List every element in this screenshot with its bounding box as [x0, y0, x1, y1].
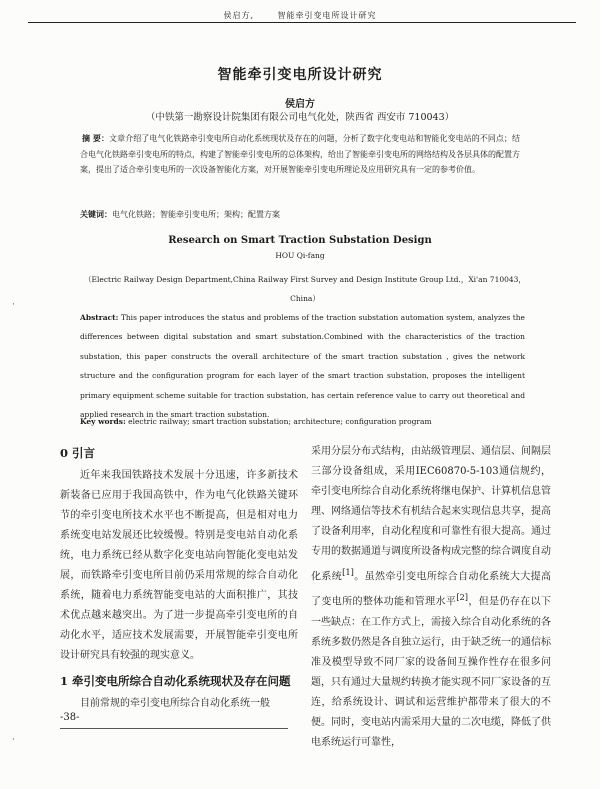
right-paragraph	[311, 442, 551, 753]
running-header-author: 侯启方,	[223, 11, 254, 20]
right-text-3: ，但是仍存在以下一些缺点：在工作方式上，需接入综合自动化系统的各系统多数仍然是各自独立运行，由于缺乏统一的通信标准及模型导致不同厂家的设备间互操作性存在很多问题，只有通过大量规约转换才能实现不同厂家设备的互连，给系统设计、调试和运营维护都带来了很大的不便。同时，变电站内需采用大量的二次电缆，降低了供电系统运行可靠性，	[311, 596, 552, 748]
abstract-en-text: This paper introduces the status and problems of the traction substation automation system, analyzes the differences between digital substation and smart substation.Combined with the characteristics of the traction substation, this paper constructs the overall architecture of the smart traction substation , gives the network structure and the configuration program for each layer of the smart traction substation, proposes the intelligent primary equipment scheme suitable for traction substation, has certain reference value to carry out theoretical and applied research in the smart traction substation.	[80, 313, 526, 420]
affiliation: （中铁第一勘察设计院集团有限公司电气化处，陕西省 西安市 710043）	[145, 112, 455, 123]
english-title: Research on Smart Traction Substation Design	[168, 235, 432, 246]
abstract-cn	[80, 131, 520, 178]
english-affiliation: （Electric Railway Design Department,China Railway First Survey and Design Institute Group Ltd.，Xi'an 710043，China）	[84, 275, 526, 303]
keywords-en-label: Key words:	[80, 417, 126, 426]
section-heading-intro: 0 引言	[60, 446, 96, 460]
body-right-column	[311, 442, 551, 753]
section-heading-1: 1 牵引变电所综合自动化系统现状及存在问题	[60, 674, 291, 688]
intro-paragraph: 近年来我国铁路技术发展十分迅速，许多新技术新装备已应用于我国高铁中，作为电气化铁路关键环节的牵引变电所技术水平也不断提高，但是相对电力系统变电站发展还比较缓慢。特别是变电站自动化系统，电力系统已经从数字化变电站向智能化变电站发展，而铁路牵引变电所目前仍采用常规的综合自动化系统，随着电力系统智能变电站的大面积推广，其技术优点越来越突出。为了进一步提高牵引变电所的自动化水平，适应技术发展需要，开展智能牵引变电所设计研究具有较强的现实意义。	[60, 470, 298, 661]
keywords-cn	[80, 209, 520, 220]
abstract-cn-label: 摘 要：	[82, 133, 110, 143]
page-number: -38-	[60, 712, 80, 723]
abstract-cn-text: 文章介绍了电气化铁路牵引变电所自动化系统现状及存在的问题，分析了数字化变电站和智能化变电站的不同点；结合电气化铁路牵引变电所的特点，构建了智能牵引变电所的总体架构，给出了智能牵引变电所的网络结构及各层具体的配置方案，提出了适合牵引变电所的一次设备智能化方案，对开展智能牵引变电所理论及应用研究具有一定的参考价值。	[80, 134, 520, 174]
english-author: HOU Qi-fang	[275, 251, 325, 260]
citation-2: [2]	[456, 592, 469, 603]
running-header-title: 智能牵引变电所设计研究	[277, 11, 377, 20]
abstract-en	[80, 308, 525, 424]
right-text-1: 采用分层分布式结构，由站级管理层、通信层、间隔层三部分设备组成，采用IEC60870-5-103通信规约，牵引变电所综合自动化系统将继电保护、计算机信息管理、网络通信等技术有机结合起来实现信息共享，提高了设备利用率，自动化程度和可靠性有很大提高。通过专用的数据通道与调度所设备构成完整的综合调度自动化系统	[311, 446, 551, 583]
page-title: 智能牵引变电所设计研究	[217, 67, 383, 83]
keywords-cn-text: 电气化铁路；智能牵引变电所；架构；配置方案	[112, 210, 280, 219]
right-text-2: 。虽然牵引变电所综合自动化系统大大提高了变电所的整体功能和管理水平	[311, 571, 552, 608]
header-rule	[28, 22, 576, 23]
running-header	[0, 10, 600, 21]
keywords-cn-label: 关键词：	[80, 209, 112, 219]
keywords-en	[80, 417, 525, 426]
body-left-column	[60, 442, 298, 714]
author-name: 侯启方	[285, 99, 315, 110]
scan-mark: ·	[12, 735, 15, 745]
footer-rule	[60, 728, 288, 729]
abstract-en-label: Abstract:	[80, 313, 119, 322]
keywords-en-text: electric railway; smart traction substation; architecture; configuration program	[128, 417, 432, 426]
scan-mark: ·	[12, 300, 15, 310]
citation-1: [1]	[342, 567, 354, 577]
section1-paragraph: 目前常规的牵引变电所综合自动化系统一般	[80, 698, 270, 709]
